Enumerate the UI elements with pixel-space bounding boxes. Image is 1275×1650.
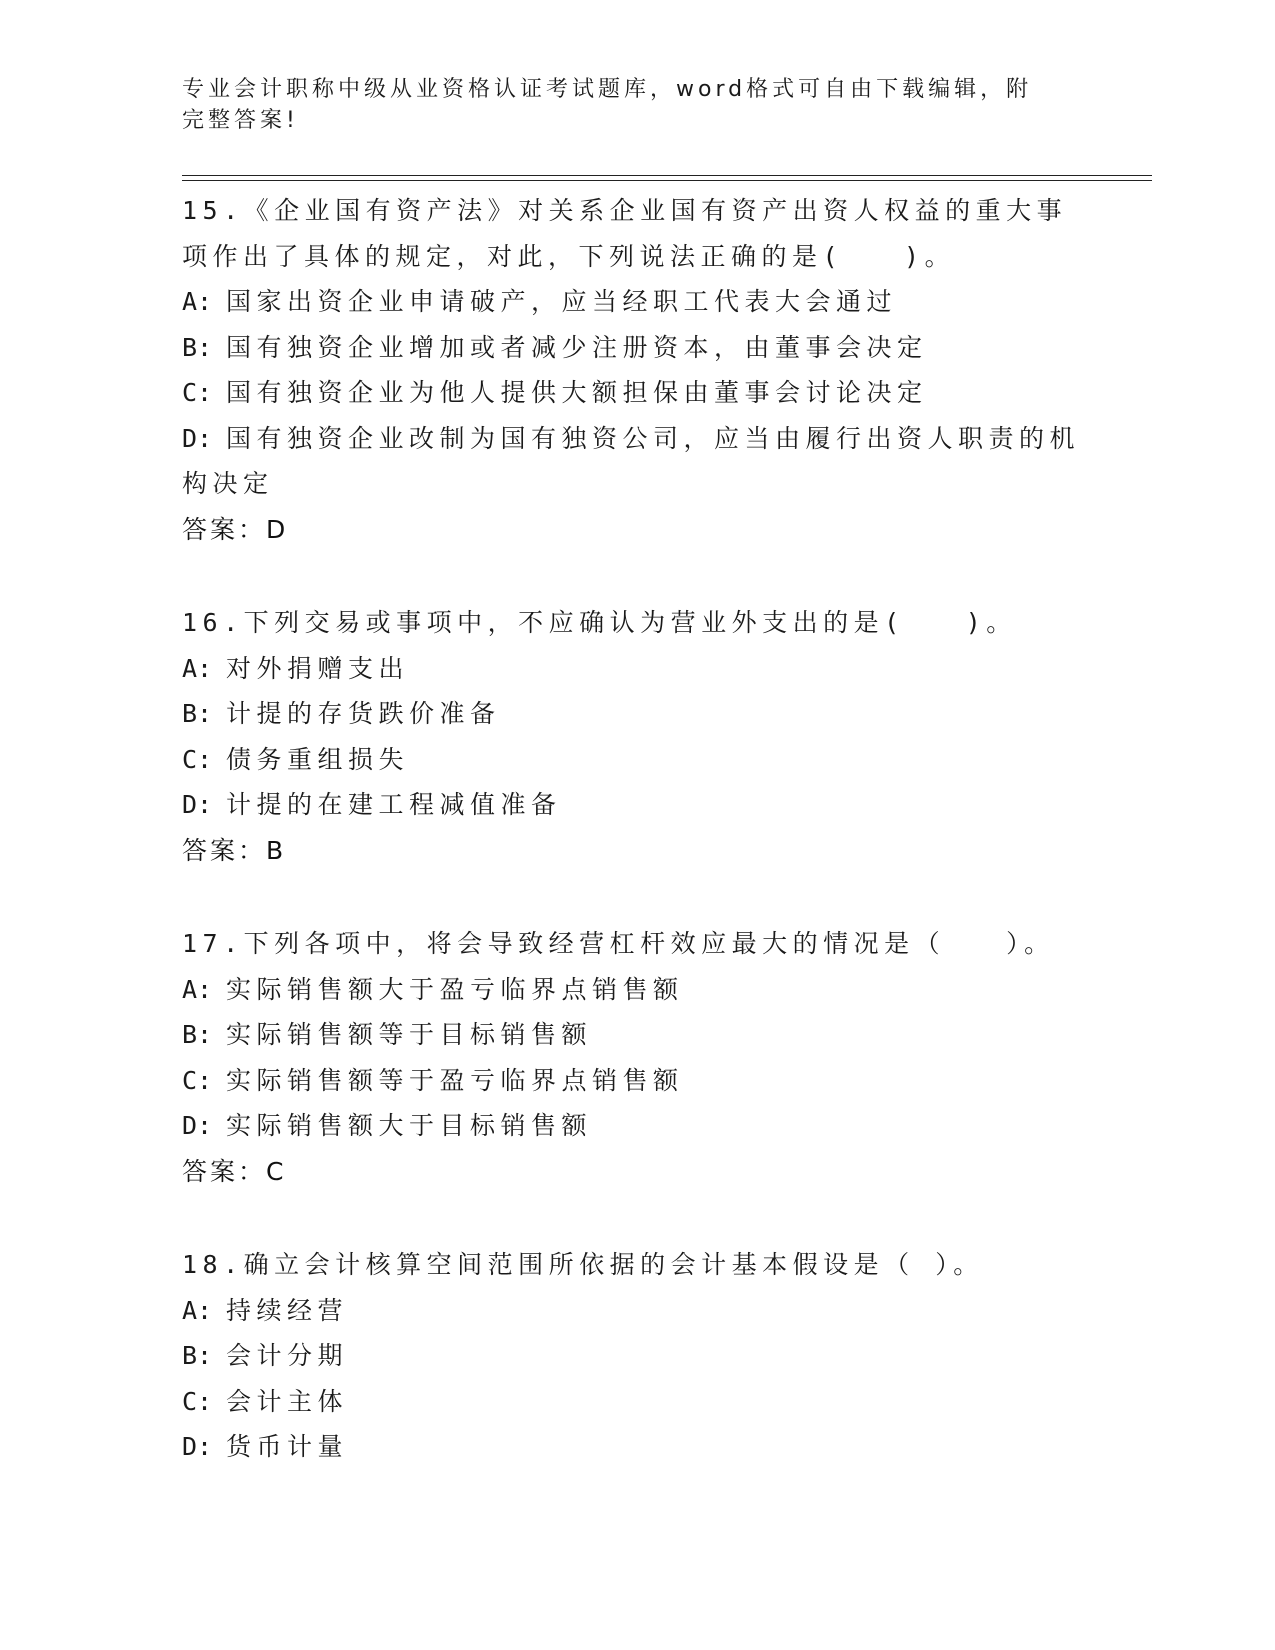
option-b: [182, 691, 1082, 737]
option-text: 实际销售额大于盈亏临界点销售额: [226, 974, 684, 1004]
option-text: 实际销售额等于盈亏临界点销售额: [226, 1065, 684, 1095]
option-key: A:: [182, 1295, 213, 1325]
option-key: D:: [182, 1111, 213, 1140]
option-text: 债务重组损失: [226, 744, 410, 774]
answer-label: 答案：: [182, 514, 267, 544]
option-key: C:: [182, 744, 213, 774]
option-d: [182, 1424, 1082, 1470]
answer: [182, 507, 1082, 553]
option-c: [182, 370, 1082, 416]
question-17: [182, 921, 1082, 1194]
option-b: [182, 1333, 1082, 1379]
answer: [182, 828, 1082, 874]
option-key: A:: [182, 287, 213, 316]
option-text: 计提的在建工程减值准备: [226, 790, 562, 819]
option-key: C:: [182, 1386, 213, 1416]
header-divider-top: [182, 175, 1152, 176]
option-key: B:: [182, 699, 213, 728]
header-note: 专业会计职称中级从业资格认证考试题库，word格式可自由下载编辑，附完整答案!: [182, 77, 1033, 133]
answer-label: 答案：: [182, 835, 267, 865]
question-list: [182, 188, 1082, 1518]
option-text: 实际销售额大于目标销售额: [226, 1111, 593, 1140]
option-text: 会计主体: [226, 1386, 349, 1416]
option-text: 国有独资企业改制为国有独资公司，应当由履行出资人职责的机构决定: [182, 423, 1081, 498]
question-15: [182, 188, 1082, 552]
option-text: 国有独资企业为他人提供大额担保由董事会讨论决定: [226, 378, 928, 407]
option-a: [182, 279, 1082, 325]
option-c: [182, 1058, 1082, 1104]
option-text: 货币计量: [226, 1432, 349, 1461]
option-c: [182, 737, 1082, 783]
option-c: [182, 1379, 1082, 1425]
option-key: A:: [182, 974, 213, 1004]
option-a: [182, 646, 1082, 692]
option-a: [182, 1288, 1082, 1334]
answer-value: B: [266, 835, 286, 865]
option-key: A:: [182, 653, 213, 683]
option-key: B:: [182, 1020, 213, 1049]
answer-label: 答案：: [182, 1156, 267, 1186]
option-text: 计提的存货跌价准备: [226, 699, 501, 728]
answer: [182, 1149, 1082, 1195]
option-text: 国有独资企业增加或者减少注册资本，由董事会决定: [226, 332, 928, 362]
option-text: 实际销售额等于目标销售额: [226, 1020, 593, 1049]
header-divider-bottom: [182, 180, 1152, 181]
option-d: [182, 782, 1082, 828]
option-key: D:: [182, 1432, 213, 1461]
option-key: B:: [182, 1341, 213, 1370]
option-text: 会计分期: [226, 1341, 349, 1370]
option-a: [182, 967, 1082, 1013]
option-key: B:: [182, 332, 213, 362]
question-stem: 15.《企业国有资产法》对关系企业国有资产出资人权益的重大事项作出了具体的规定，对此，下列说法正确的是( )。: [182, 196, 1068, 271]
option-key: D:: [182, 423, 213, 453]
question-18: [182, 1242, 1082, 1470]
option-d: [182, 416, 1082, 507]
question-stem: 18.确立会计核算空间范围所依据的会计基本假设是（ ）。: [182, 1250, 984, 1279]
option-d: [182, 1103, 1082, 1149]
option-text: 持续经营: [226, 1295, 349, 1325]
option-text: 对外捐赠支出: [226, 653, 410, 683]
option-key: C:: [182, 378, 213, 407]
answer-value: C: [266, 1156, 286, 1186]
option-b: [182, 1012, 1082, 1058]
question-stem: 17.下列各项中，将会导致经营杠杆效应最大的情况是（ ）。: [182, 929, 1055, 958]
question-stem: 16.下列交易或事项中，不应确认为营业外支出的是( )。: [182, 608, 1017, 637]
question-16: [182, 600, 1082, 873]
option-key: C:: [182, 1065, 213, 1095]
option-b: [182, 325, 1082, 371]
option-key: D:: [182, 790, 213, 819]
option-text: 国家出资企业申请破产，应当经职工代表大会通过: [226, 287, 898, 316]
answer-value: D: [266, 514, 288, 544]
